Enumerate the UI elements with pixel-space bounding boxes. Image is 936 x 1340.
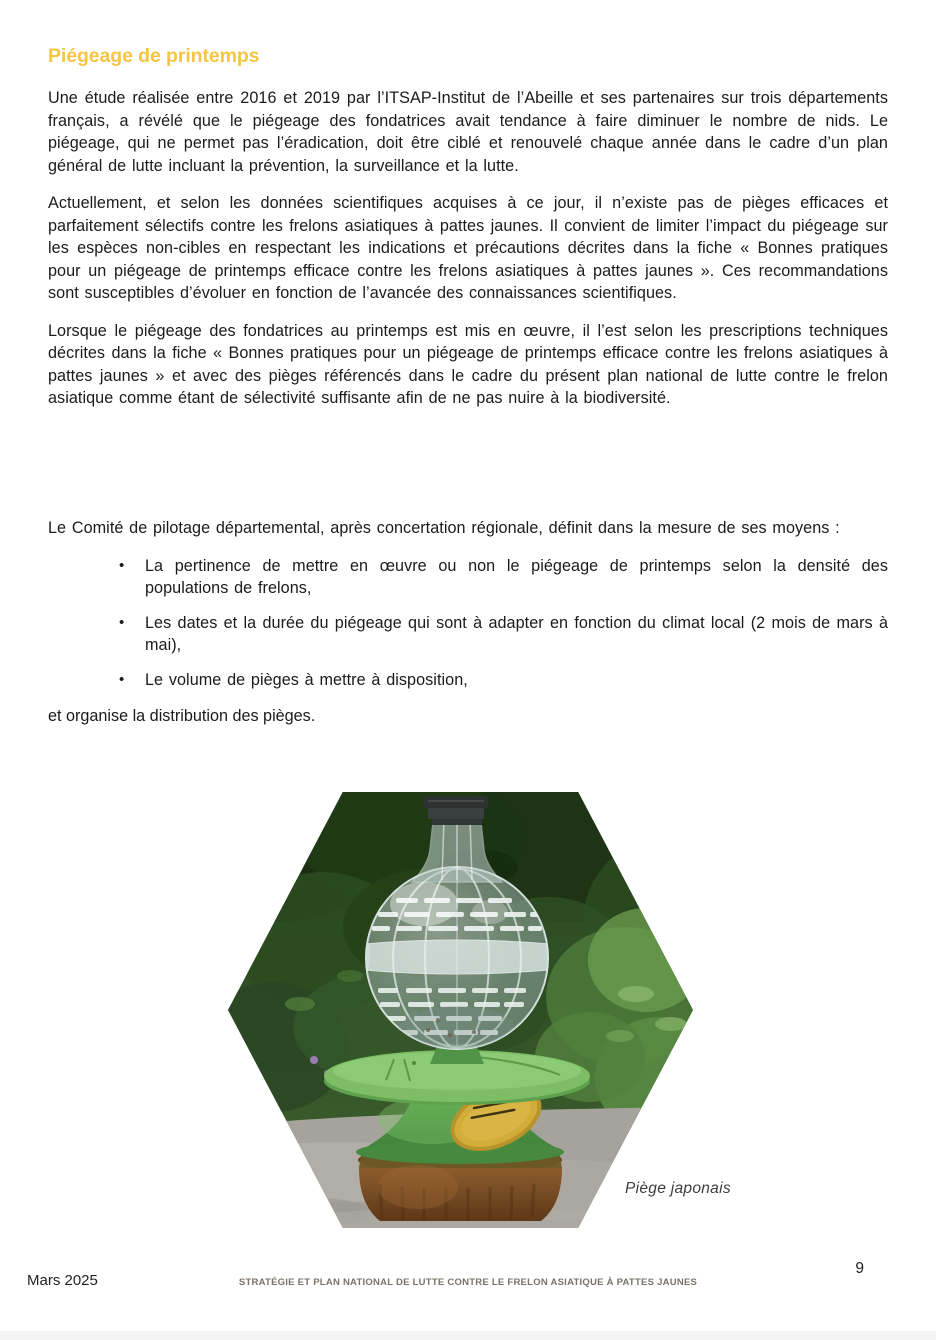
committee-closing: et organise la distribution des pièges.	[48, 707, 316, 725]
list-item	[48, 669, 888, 692]
committee-section	[48, 517, 888, 728]
footer-title: STRATÉGIE ET PLAN NATIONAL DE LUTTE CONTRE LE FRELON ASIATIQUE À PATTES JAUNES	[238, 1277, 698, 1288]
bullet-icon: •	[119, 556, 125, 574]
bottom-strip	[0, 1331, 936, 1340]
trap-cap	[424, 796, 488, 825]
list-item	[48, 612, 888, 657]
hexagon-photo	[228, 792, 693, 1228]
committee-bullet-list	[48, 555, 888, 692]
paragraph-prescriptions: Lorsque le piégeage des fondatrices au printemps est mis en œuvre, il l’est selon les prescriptions techniques décrites dans la fiche « Bonnes pratiques pour un piégeage de printemps efficace contre les frelons asiatiques à pattes jaunes » et avec des pièges référencés dans le cadre du présent plan national de lutte contre le frelon asiatique comme étant de sélectivité suffisante afin de ne pas nuire à la biodiversité.	[48, 321, 888, 407]
footer-date: Mars 2025	[27, 1272, 98, 1289]
bullet-icon: •	[119, 670, 125, 688]
bullet-text: Le volume de pièges à mettre à disposition,	[145, 670, 468, 689]
bullet-text: La pertinence de mettre en œuvre ou non le piégeage de printemps selon la densité des populations de frelons,	[145, 556, 888, 597]
section-heading: Piégeage de printemps	[48, 45, 260, 67]
paragraph-current-state: Actuellement, et selon les données scientifiques acquises à ce jour, il n’existe pas de pièges efficaces et parfaitement sélectifs contre les frelons asiatiques à pattes jaunes. Il convient de limiter l’impact du piégeage sur les espèces non-cibles en respectant les indications et précautions décrites dans la fiche « Bonnes pratiques pour un piégeage de printemps efficace contre les frelons asiatiques à pattes jaunes ». Ces recommandations sont susceptibles d’évoluer en fonction de l’avancée des connaissances scientifiques.	[48, 194, 888, 302]
committee-intro: Le Comité de pilotage départemental, après concertation régionale, définit dans la mesure de ses moyens :	[48, 519, 840, 537]
list-item	[48, 555, 888, 600]
paragraph-study: Une étude réalisée entre 2016 et 2019 par l’ITSAP-Institut de l’Abeille et ses partenaires sur trois départements français, a révélé que le piégeage des fondatrices avait tendance à faire diminuer le nombre de nids. Le piégeage, qui ne permet pas l’éradication, doit être ciblé et renouvelé chaque année dans le cadre d’un plan général de lutte incluant la prévention, la surveillance et la lutte.	[48, 89, 888, 175]
trap-photo-svg	[228, 792, 693, 1228]
intro-section	[48, 44, 888, 410]
photo-caption: Piège japonais	[625, 1180, 731, 1197]
bullet-icon: •	[119, 613, 125, 631]
bullet-text: Les dates et la durée du piégeage qui sont à adapter en fonction du climat local (2 mois de mars à mai),	[145, 613, 888, 654]
footer-page-number: 9	[855, 1260, 864, 1277]
